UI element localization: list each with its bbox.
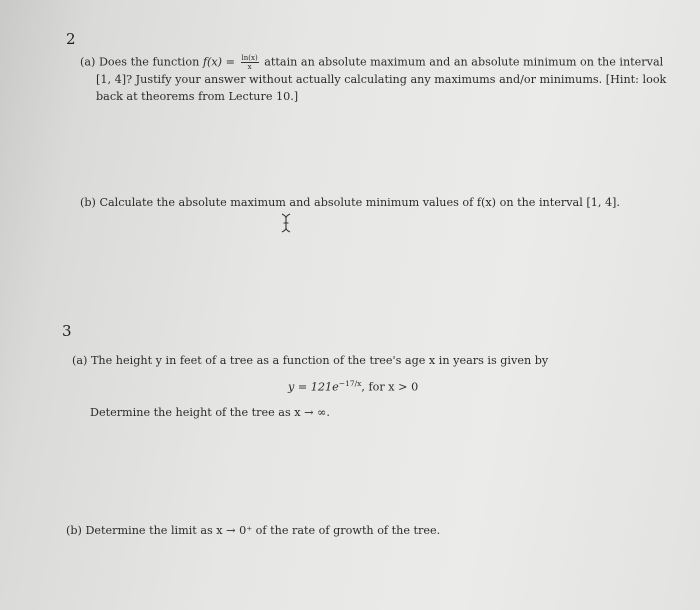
question-3a-line-3: Determine the height of the tree as x → ∞. bbox=[90, 406, 330, 419]
question-2a-intro: (a) Does the function bbox=[80, 55, 203, 69]
fraction-denominator: x bbox=[247, 63, 252, 71]
question-2a-line-3: back at theorems from Lecture 10.] bbox=[96, 90, 299, 103]
text-cursor-icon bbox=[281, 213, 291, 233]
question-3a-line-1: (a) The height y in feet of a tree as a function of the tree's age x in years is given by bbox=[72, 354, 549, 367]
equation-condition: , for x > 0 bbox=[361, 380, 419, 394]
equation-exponent: −17/x bbox=[338, 379, 362, 388]
question-3a-equation bbox=[288, 379, 418, 394]
equation-main: y = 121e bbox=[288, 380, 339, 394]
fraction-numerator: ln(x) bbox=[241, 54, 258, 62]
question-3b-line: (b) Determine the limit as x → 0⁺ of the rate of growth of the tree. bbox=[66, 524, 441, 537]
function-lhs: f(x) = bbox=[202, 55, 239, 69]
question-2a-line-1 bbox=[80, 54, 663, 71]
question-2b-line: (b) Calculate the absolute maximum and absolute minimum values of f(x) on the interval [1, 4]. bbox=[80, 196, 620, 209]
question-3-number: 3 bbox=[62, 322, 72, 340]
question-2-number: 2 bbox=[66, 30, 76, 48]
fraction-ln-x-over-x bbox=[241, 54, 259, 71]
question-2a-line-2: [1, 4]? Justify your answer without actually calculating any maximums and/or minimums. [Hint: look bbox=[96, 73, 667, 86]
question-2a-rest: attain an absolute maximum and an absolute minimum on the interval bbox=[260, 55, 664, 69]
